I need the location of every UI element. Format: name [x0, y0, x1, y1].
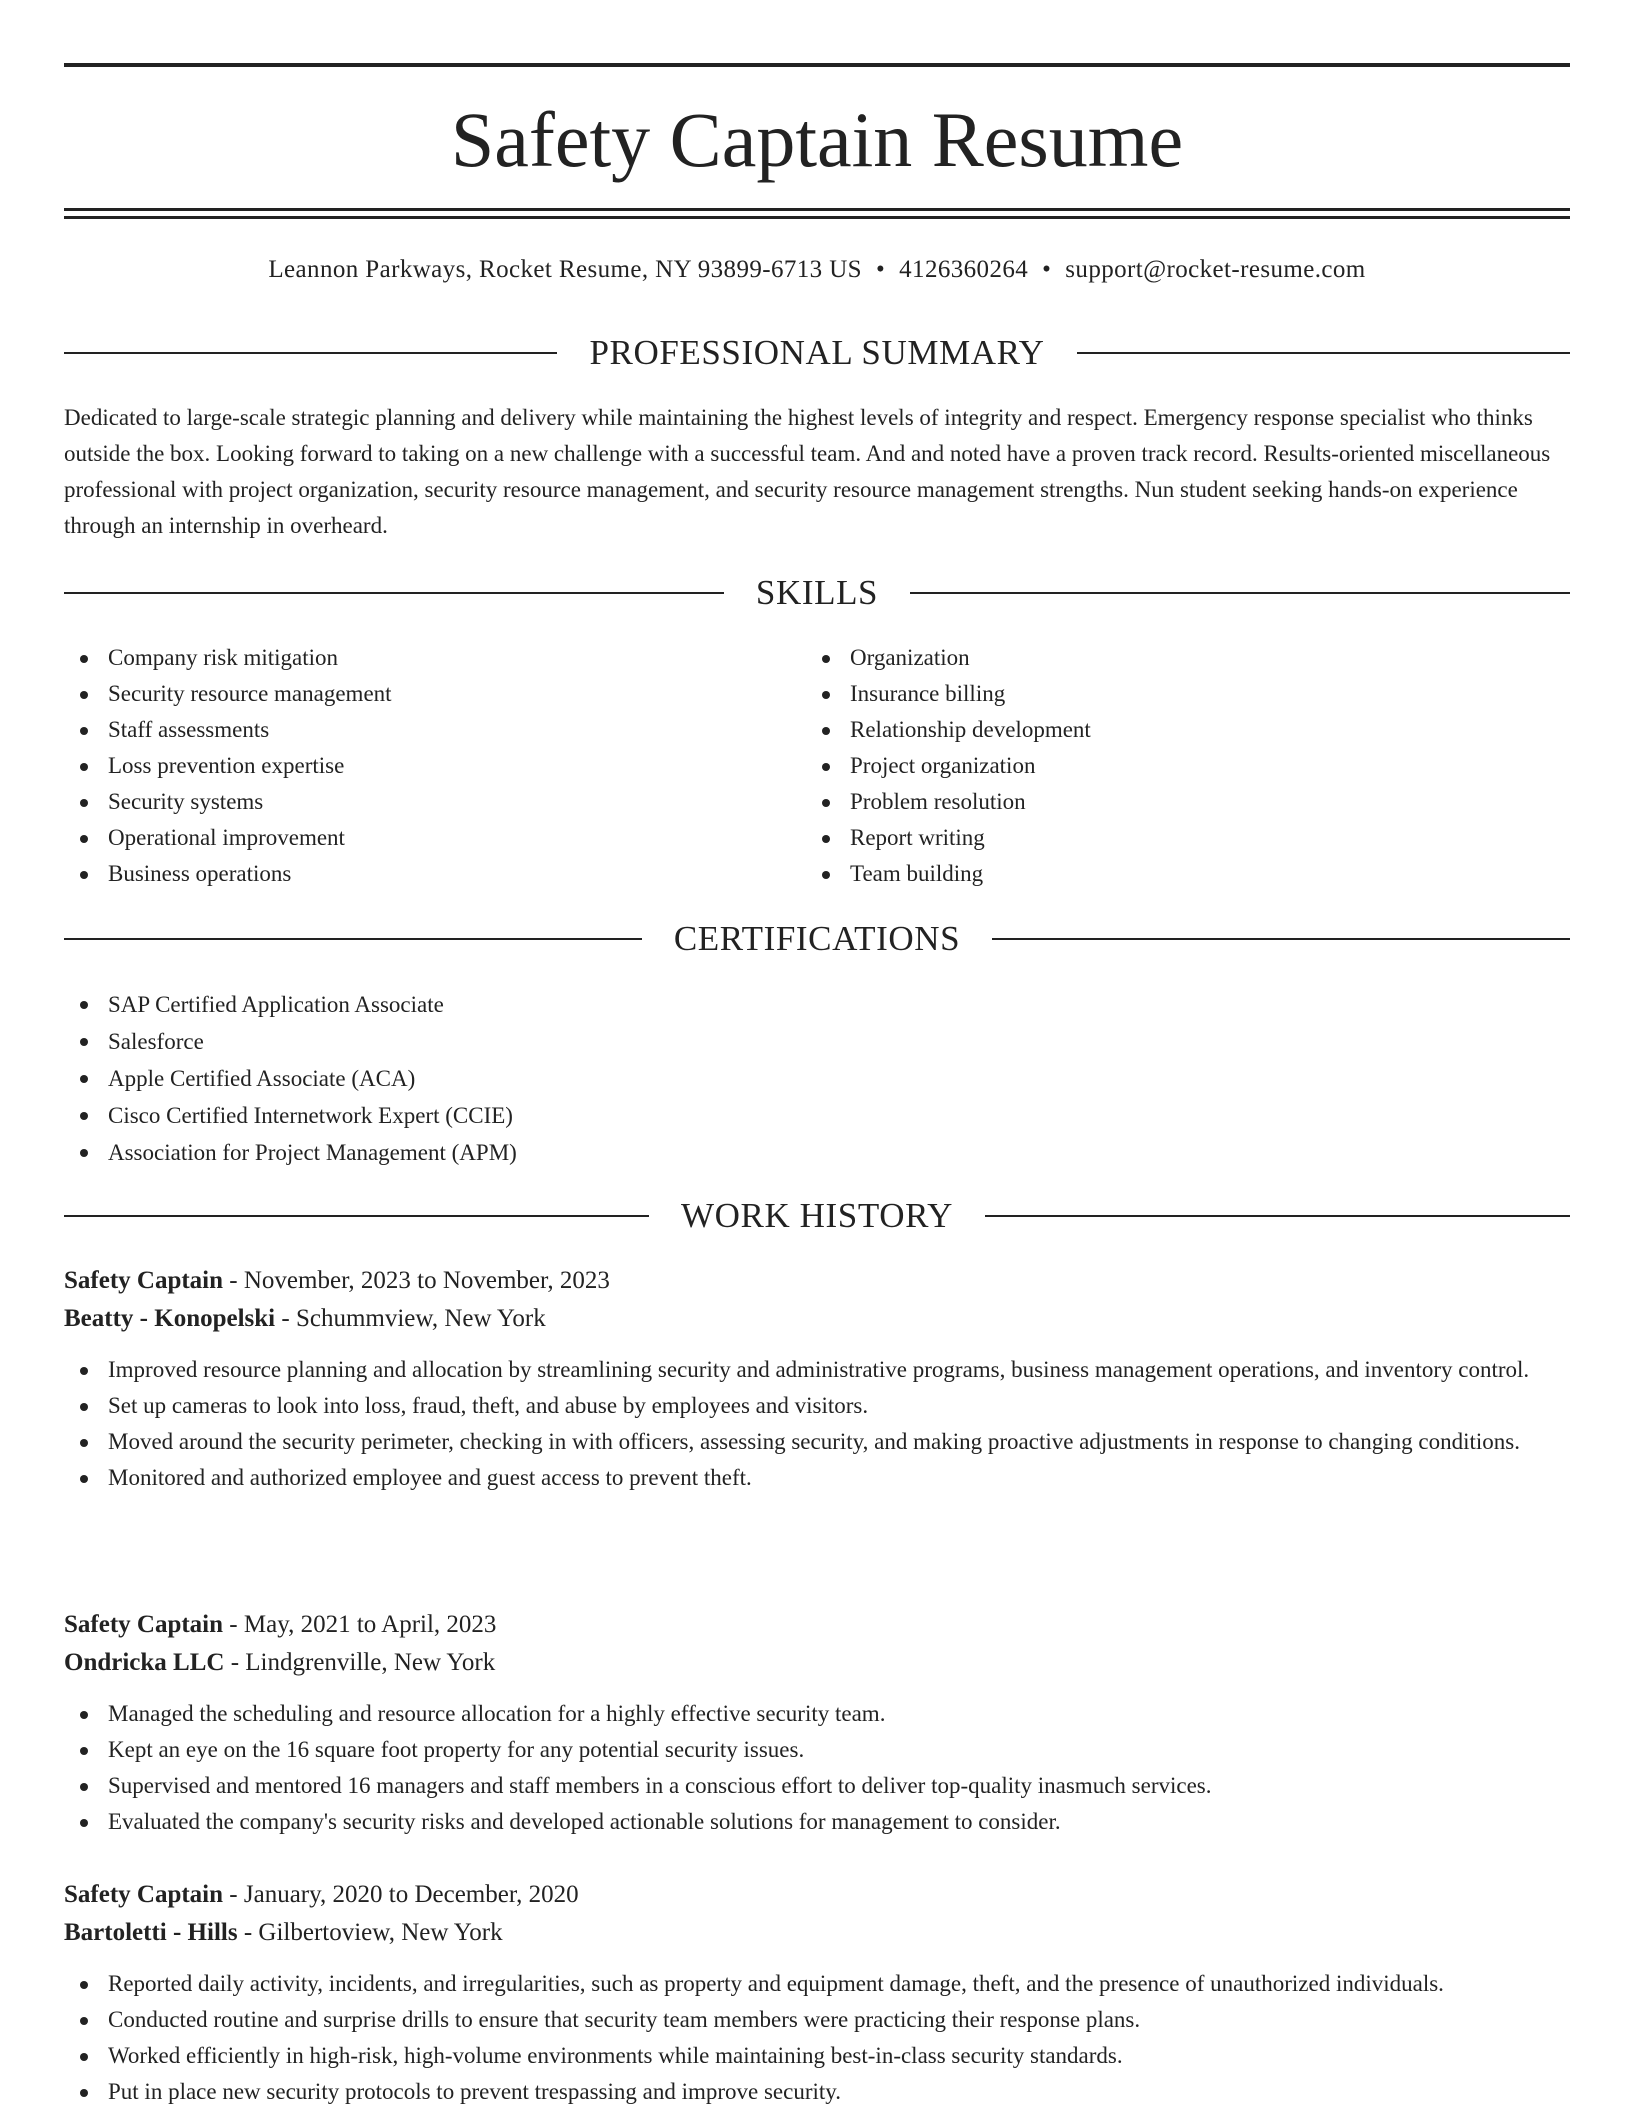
job-bullets — [64, 1966, 1570, 2110]
contact-phone: 4126360264 — [899, 256, 1029, 283]
skills-list-right — [806, 640, 1546, 892]
skill-item: Problem resolution — [806, 784, 1546, 820]
job-bullet: Monitored and authorized employee and guest access to prevent theft. — [64, 1460, 1570, 1496]
contact-separator: • — [1042, 256, 1052, 283]
skill-item: Project organization — [806, 748, 1546, 784]
job-company: Ondricka LLC — [64, 1649, 225, 1676]
job-title: Safety Captain — [64, 1267, 224, 1294]
job-entry — [64, 1606, 1570, 1840]
contact-email: support@rocket-resume.com — [1065, 256, 1366, 283]
job-bullet: Set up cameras to look into loss, fraud, theft, and abuse by employees and visitors. — [64, 1388, 1570, 1424]
job-company-line — [64, 1644, 1570, 1682]
heading-rule-right — [992, 938, 1570, 940]
job-company: Beatty - Konopelski — [64, 1305, 276, 1332]
job-entry — [64, 1262, 1570, 1496]
job-bullet: Worked efficiently in high-risk, high-volume environments while maintaining best-in-class security standards. — [64, 2038, 1570, 2074]
job-bullet: Managed the scheduling and resource allocation for a highly effective security team. — [64, 1696, 1570, 1732]
job-location: - Schummview, New York — [275, 1305, 546, 1332]
skill-item: Business operations — [64, 856, 804, 892]
heading-rule-left — [64, 938, 642, 940]
job-company-line — [64, 1914, 1570, 1952]
contact-separator: • — [875, 256, 886, 283]
skill-item: Operational improvement — [64, 820, 804, 856]
section-heading-work-history — [64, 1194, 1570, 1238]
job-company: Bartoletti - Hills — [64, 1919, 238, 1946]
job-bullet: Evaluated the company's security risks and developed actionable solutions for management to consider. — [64, 1804, 1570, 1840]
job-bullet: Kept an eye on the 16 square foot property for any potential security issues. — [64, 1732, 1570, 1768]
skill-item: Report writing — [806, 820, 1546, 856]
heading-rule-right — [1077, 352, 1570, 354]
skill-item: Organization — [806, 640, 1546, 676]
job-dates: - January, 2020 to December, 2020 — [223, 1881, 579, 1908]
summary-text: Dedicated to large-scale strategic planning and delivery while maintaining the highest levels of integrity and respect. Emergency response specialist who thinks outside the box. Looking forward to taking on a new challenge with a successful team. And and noted have a proven track record. Results-oriented miscellaneous professional with project organization, security resource management, and security resource management strengths. Nun student seeking hands-on experience through an internship in overheard. — [64, 405, 1551, 538]
section-heading-certifications — [64, 917, 1570, 961]
title-double-rule-upper — [64, 208, 1570, 211]
section-label: WORK HISTORY — [681, 1196, 953, 1235]
contact-line — [64, 252, 1570, 288]
skill-item: Security resource management — [64, 676, 804, 712]
contact-address: Leannon Parkways, Rocket Resume, NY 93899-6713 US — [268, 256, 862, 283]
heading-rule-right — [910, 592, 1570, 594]
job-bullet: Conducted routine and surprise drills to ensure that security team members were practicing their response plans. — [64, 2002, 1570, 2038]
title-double-rule-lower — [64, 216, 1570, 219]
certification-item: SAP Certified Application Associate — [64, 986, 1570, 1023]
skill-item: Security systems — [64, 784, 804, 820]
job-location: - Lindgrenville, New York — [224, 1649, 496, 1676]
job-bullets — [64, 1352, 1570, 1496]
job-dates: - November, 2023 to November, 2023 — [223, 1267, 610, 1294]
job-bullet: Supervised and mentored 16 managers and staff members in a conscious effort to deliver top-quality inasmuch services. — [64, 1768, 1570, 1804]
job-title-line — [64, 1876, 1570, 1914]
job-entry — [64, 1876, 1570, 2110]
job-dates: - May, 2021 to April, 2023 — [223, 1611, 497, 1638]
job-company-line — [64, 1300, 1570, 1338]
job-bullet: Improved resource planning and allocation by streamlining security and administrative programs, business management operations, and inventory control. — [64, 1352, 1570, 1388]
resume-title: Safety Captain Resume — [450, 96, 1184, 183]
job-location: - Gilbertoview, New York — [237, 1919, 503, 1946]
top-rule — [64, 63, 1570, 67]
certification-item: Cisco Certified Internetwork Expert (CCIE) — [64, 1097, 1570, 1134]
skill-item: Staff assessments — [64, 712, 804, 748]
section-heading-skills — [64, 571, 1570, 615]
section-heading-summary — [64, 331, 1570, 375]
job-bullets — [64, 1696, 1570, 1840]
job-title-line — [64, 1606, 1570, 1644]
section-label: PROFESSIONAL SUMMARY — [589, 333, 1045, 372]
certification-item: Salesforce — [64, 1023, 1570, 1060]
heading-rule-left — [64, 592, 724, 594]
skill-item: Company risk mitigation — [64, 640, 804, 676]
heading-rule-left — [64, 1215, 649, 1217]
job-bullet: Reported daily activity, incidents, and irregularities, such as property and equipment damage, theft, and the presence of unauthorized individuals. — [64, 1966, 1570, 2002]
skills-list-left — [64, 640, 804, 892]
section-label: CERTIFICATIONS — [673, 919, 961, 958]
job-title: Safety Captain — [64, 1881, 224, 1908]
certification-item: Association for Project Management (APM) — [64, 1134, 1570, 1171]
certification-item: Apple Certified Associate (ACA) — [64, 1060, 1570, 1097]
skill-item: Insurance billing — [806, 676, 1546, 712]
job-bullet: Put in place new security protocols to prevent trespassing and improve security. — [64, 2074, 1570, 2110]
skill-item: Relationship development — [806, 712, 1546, 748]
heading-rule-right — [985, 1215, 1570, 1217]
job-bullet: Moved around the security perimeter, checking in with officers, assessing security, and making proactive adjustments in response to changing conditions. — [64, 1424, 1570, 1460]
heading-rule-left — [64, 352, 557, 354]
skill-item: Loss prevention expertise — [64, 748, 804, 784]
job-title: Safety Captain — [64, 1611, 224, 1638]
certifications-list — [64, 986, 1570, 1171]
skill-item: Team building — [806, 856, 1546, 892]
job-title-line — [64, 1262, 1570, 1300]
section-label: SKILLS — [755, 573, 879, 612]
